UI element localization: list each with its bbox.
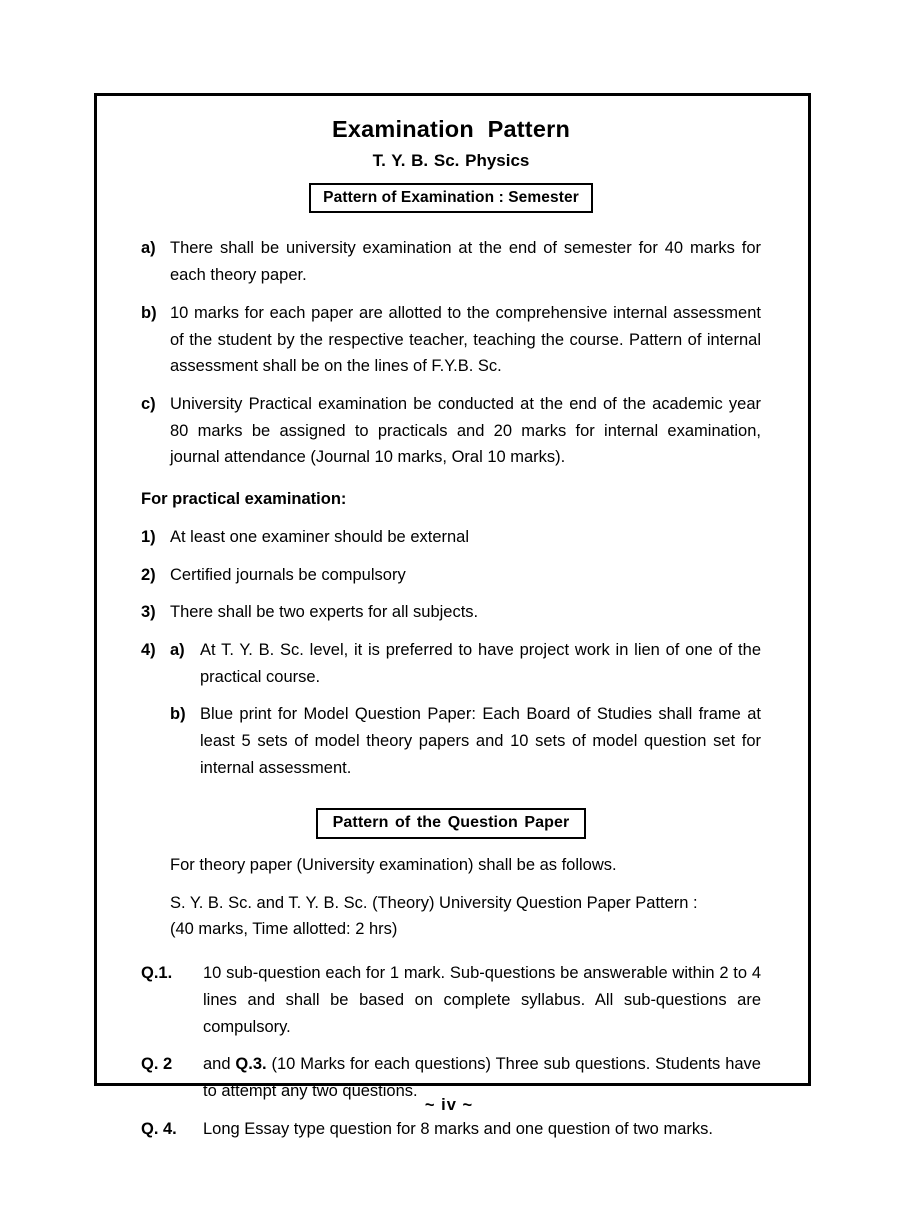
list-item: [141, 391, 761, 471]
page-content: [97, 96, 808, 1138]
list-marker: 4): [141, 641, 156, 660]
list-item: [141, 524, 761, 551]
list-text: Certified journals be compulsory: [170, 565, 406, 584]
pattern-line: [170, 890, 761, 943]
page-border-frame: [94, 93, 811, 1138]
question-text-bold: Q.3.: [235, 1055, 267, 1074]
intro-line: For theory paper (University examination) shall be as follows.: [170, 856, 617, 874]
practical-examination-heading: For practical examination:: [141, 490, 347, 509]
list-item: [141, 562, 761, 589]
question-text: 10 sub-question each for 1 mark. Sub-questions be answerable within 2 to 4 lines and shall be based on complete syllabus. All sub-questions are compulsory.: [203, 964, 761, 1036]
sub-list-text: At T. Y. B. Sc. level, it is preferred to have project work in lien of one of the practical course.: [200, 641, 761, 686]
list-item: [141, 300, 761, 380]
exam-pattern-list: [141, 235, 761, 471]
list-marker: c): [141, 394, 156, 413]
list-marker: a): [141, 239, 156, 258]
list-item: [141, 599, 761, 626]
sub-list-marker: b): [170, 705, 186, 724]
question-marker: Q. 2: [141, 1055, 173, 1074]
pattern-line-1: S. Y. B. Sc. and T. Y. B. Sc. (Theory) University Question Paper Pattern :: [170, 893, 698, 912]
page-title: Examination Pattern: [331, 116, 571, 142]
question-paper-heading-wrap: [141, 808, 761, 839]
sub-list-marker: a): [170, 641, 185, 660]
list-text: There shall be two experts for all subjects.: [170, 603, 479, 622]
question-item: [141, 960, 761, 1040]
question-paper-intro: [141, 852, 761, 943]
list-marker: b): [141, 303, 157, 322]
page-number: ~ iv ~: [424, 1096, 474, 1114]
page-subtitle: T. Y. B. Sc. Physics: [372, 151, 530, 171]
sub-list-text: Blue print for Model Question Paper: Each Board of Studies shall frame at least 5 sets of model theory papers and 10 sets of model question set for internal assessment.: [200, 705, 761, 777]
list-marker: 1): [141, 527, 156, 546]
list-item-4: [141, 637, 761, 782]
list-item: [141, 235, 761, 288]
question-marker: Q. 4.: [141, 1119, 177, 1138]
list-text: There shall be university examination at the end of semester for 40 marks for each theory paper.: [170, 239, 761, 285]
list-text: University Practical examination be conducted at the end of the academic year 80 marks be assigned to practicals and 20 marks for internal examination, journal attendance (Journal 10 marks, Oral 10 marks).: [170, 394, 761, 467]
question-text: Long Essay type question for 8 marks and one question of two marks.: [203, 1119, 713, 1138]
boxed-heading-exam-pattern: Pattern of Examination : Semester: [309, 183, 593, 214]
list-marker: 2): [141, 565, 156, 584]
question-text-post: (10 Marks for each questions) Three sub questions. Students have to attempt any two questions.: [203, 1055, 761, 1101]
exam-pattern-heading-wrap: [141, 183, 761, 214]
sub-list-item: [170, 637, 761, 690]
question-item: [141, 1116, 761, 1143]
question-marker: Q.1.: [141, 964, 173, 983]
list-text: At least one examiner should be external: [170, 527, 470, 546]
question-list: [141, 960, 761, 1142]
sub-list-item: [170, 701, 761, 781]
practical-examination-list: [141, 524, 761, 782]
list-marker: 3): [141, 603, 156, 622]
spacer: [141, 782, 761, 797]
pattern-line-2: (40 marks, Time allotted: 2 hrs): [170, 920, 398, 939]
list-item-4-sublist: [170, 637, 761, 782]
boxed-heading-question-paper: Pattern of the Question Paper: [316, 808, 587, 839]
list-text: 10 marks for each paper are allotted to the comprehensive internal assessment of the student by the respective teacher, teaching the course. Pattern of internal assessment shall be on the lines of F.Y.B. Sc.: [170, 303, 761, 376]
question-text-pre: and: [203, 1055, 236, 1074]
